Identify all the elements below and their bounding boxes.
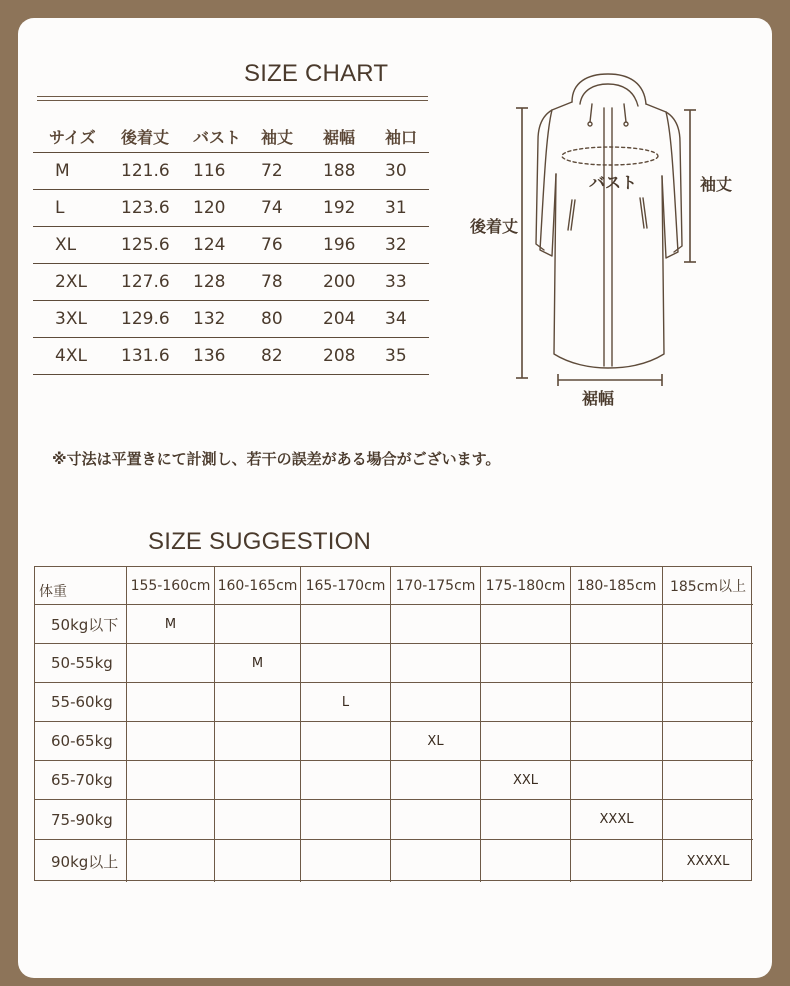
weight-row-label: 50-55kg bbox=[35, 644, 127, 683]
empty-grid-cell bbox=[391, 761, 481, 800]
size-chart-cell: 120 bbox=[193, 198, 226, 218]
size-chart-cell: 32 bbox=[385, 235, 407, 255]
size-chart-cell: 204 bbox=[323, 309, 356, 329]
size-chart-cell: 116 bbox=[193, 161, 226, 181]
empty-grid-cell bbox=[481, 722, 571, 761]
suggested-size-cell: L bbox=[301, 683, 391, 722]
empty-grid-cell bbox=[481, 683, 571, 722]
empty-grid-cell bbox=[215, 683, 301, 722]
size-chart-cell: 31 bbox=[385, 198, 407, 218]
size-chart-cell: 128 bbox=[193, 272, 226, 292]
bust-label: バスト bbox=[589, 173, 638, 192]
size-chart-cell: 136 bbox=[193, 346, 226, 366]
weight-row-label: 55-60kg bbox=[35, 683, 127, 722]
size-chart-cell: XL bbox=[55, 235, 77, 255]
empty-grid-cell bbox=[127, 800, 215, 840]
empty-grid-cell bbox=[663, 644, 753, 683]
size-chart-cell: 80 bbox=[261, 309, 283, 329]
empty-grid-cell bbox=[215, 605, 301, 644]
title-rule bbox=[37, 96, 428, 101]
empty-grid-cell bbox=[663, 800, 753, 840]
empty-grid-cell bbox=[571, 683, 663, 722]
size-chart-header-row bbox=[33, 120, 429, 153]
empty-grid-cell bbox=[481, 840, 571, 882]
empty-grid-cell bbox=[215, 840, 301, 882]
size-chart-cell: 125.6 bbox=[121, 235, 170, 255]
size-chart-cell: 192 bbox=[323, 198, 356, 218]
suggested-size-cell: M bbox=[215, 644, 301, 683]
size-chart-row bbox=[33, 264, 429, 301]
empty-grid-cell bbox=[215, 722, 301, 761]
empty-grid-cell bbox=[301, 605, 391, 644]
size-chart-header-cell: 袖口 bbox=[385, 127, 418, 147]
empty-grid-cell bbox=[215, 761, 301, 800]
empty-grid-cell bbox=[481, 800, 571, 840]
size-chart-cell: 34 bbox=[385, 309, 407, 329]
size-chart-header-cell: サイズ bbox=[49, 127, 96, 147]
size-chart-row bbox=[33, 301, 429, 338]
size-chart-cell: 74 bbox=[261, 198, 283, 218]
weight-row-label: 65-70kg bbox=[35, 761, 127, 800]
size-chart-cell: 33 bbox=[385, 272, 407, 292]
empty-grid-cell bbox=[127, 644, 215, 683]
size-chart-cell: M bbox=[55, 161, 70, 181]
empty-grid-cell bbox=[127, 840, 215, 882]
empty-grid-cell bbox=[663, 761, 753, 800]
size-chart-cell: 129.6 bbox=[121, 309, 170, 329]
empty-grid-cell bbox=[663, 722, 753, 761]
coat-outline-icon bbox=[460, 64, 760, 414]
empty-grid-cell bbox=[127, 683, 215, 722]
size-chart-header-cell: 裾幅 bbox=[323, 127, 356, 147]
empty-grid-cell bbox=[481, 644, 571, 683]
measurement-note: ※寸法は平置きにて計測し、若干の誤差がある場合がございます。 bbox=[52, 450, 501, 468]
empty-grid-cell bbox=[391, 605, 481, 644]
empty-grid-cell bbox=[301, 800, 391, 840]
empty-grid-cell bbox=[481, 605, 571, 644]
size-chart-cell: 132 bbox=[193, 309, 226, 329]
suggested-size-cell: XL bbox=[391, 722, 481, 761]
size-chart-cell: 4XL bbox=[55, 346, 87, 366]
empty-grid-cell bbox=[391, 683, 481, 722]
height-header-cell: 180-185cm bbox=[571, 567, 663, 605]
length-label: 後着丈 bbox=[470, 217, 519, 236]
size-chart-cell: 124 bbox=[193, 235, 226, 255]
height-header-cell: 175-180cm bbox=[481, 567, 571, 605]
empty-grid-cell bbox=[301, 644, 391, 683]
empty-grid-cell bbox=[663, 605, 753, 644]
size-chart-cell: 78 bbox=[261, 272, 283, 292]
size-chart-cell: 76 bbox=[261, 235, 283, 255]
size-chart-row bbox=[33, 338, 429, 375]
weight-row-label: 75-90kg bbox=[35, 800, 127, 840]
sleeve-label: 袖丈 bbox=[700, 175, 733, 194]
empty-grid-cell bbox=[571, 722, 663, 761]
size-chart-cell: 30 bbox=[385, 161, 407, 181]
suggested-size-cell: XXL bbox=[481, 761, 571, 800]
size-chart-cell: 123.6 bbox=[121, 198, 170, 218]
size-chart-cell: 188 bbox=[323, 161, 356, 181]
size-suggestion-title: SIZE SUGGESTION bbox=[148, 528, 372, 555]
weight-corner-label: 体重 bbox=[35, 567, 127, 605]
size-chart-cell: 121.6 bbox=[121, 161, 170, 181]
size-chart-title: SIZE CHART bbox=[244, 60, 389, 87]
size-chart-header-cell: バスト bbox=[193, 127, 242, 147]
size-chart-cell: 127.6 bbox=[121, 272, 170, 292]
empty-grid-cell bbox=[215, 800, 301, 840]
weight-row-label: 50kg以下 bbox=[35, 605, 127, 644]
suggested-size-cell: XXXL bbox=[571, 800, 663, 840]
empty-grid-cell bbox=[301, 722, 391, 761]
hem-label: 裾幅 bbox=[582, 389, 615, 408]
size-chart-table bbox=[33, 120, 429, 375]
suggested-size-cell: XXXXL bbox=[686, 853, 730, 869]
size-chart-cell: 131.6 bbox=[121, 346, 170, 366]
empty-grid-cell bbox=[391, 644, 481, 683]
empty-grid-cell bbox=[663, 683, 753, 722]
size-chart-cell: 72 bbox=[261, 161, 283, 181]
size-chart-cell: 82 bbox=[261, 346, 283, 366]
size-chart-cell: 196 bbox=[323, 235, 356, 255]
empty-grid-cell bbox=[127, 722, 215, 761]
empty-grid-cell bbox=[301, 840, 391, 882]
size-chart-cell: 35 bbox=[385, 346, 407, 366]
empty-grid-cell bbox=[571, 644, 663, 683]
size-chart-cell: 2XL bbox=[55, 272, 87, 292]
size-chart-header-cell: 後着丈 bbox=[121, 127, 170, 147]
weight-row-label: 90kg以上 bbox=[35, 840, 127, 882]
size-chart-header-cell: 袖丈 bbox=[261, 127, 294, 147]
height-header-cell: 185cm以上 bbox=[663, 567, 753, 605]
size-chart-row bbox=[33, 227, 429, 264]
size-chart-cell: 200 bbox=[323, 272, 356, 292]
height-header-cell: 160-165cm bbox=[215, 567, 301, 605]
empty-grid-cell bbox=[571, 840, 663, 882]
weight-row-label: 60-65kg bbox=[35, 722, 127, 761]
height-header-cell: 155-160cm bbox=[127, 567, 215, 605]
size-suggestion-grid bbox=[34, 566, 752, 881]
empty-grid-cell bbox=[391, 800, 481, 840]
coat-diagram bbox=[460, 64, 760, 414]
empty-grid-cell bbox=[301, 761, 391, 800]
size-chart-cell: 208 bbox=[323, 346, 356, 366]
size-chart-cell: L bbox=[55, 198, 65, 218]
empty-grid-cell bbox=[571, 761, 663, 800]
empty-grid-cell bbox=[127, 761, 215, 800]
size-chart-row bbox=[33, 190, 429, 227]
empty-grid-cell bbox=[391, 840, 481, 882]
height-header-cell: 170-175cm bbox=[391, 567, 481, 605]
suggested-size-cell: M bbox=[127, 605, 215, 644]
size-chart-row bbox=[33, 153, 429, 190]
height-header-cell: 165-170cm bbox=[301, 567, 391, 605]
empty-grid-cell bbox=[571, 605, 663, 644]
size-chart-cell: 3XL bbox=[55, 309, 87, 329]
